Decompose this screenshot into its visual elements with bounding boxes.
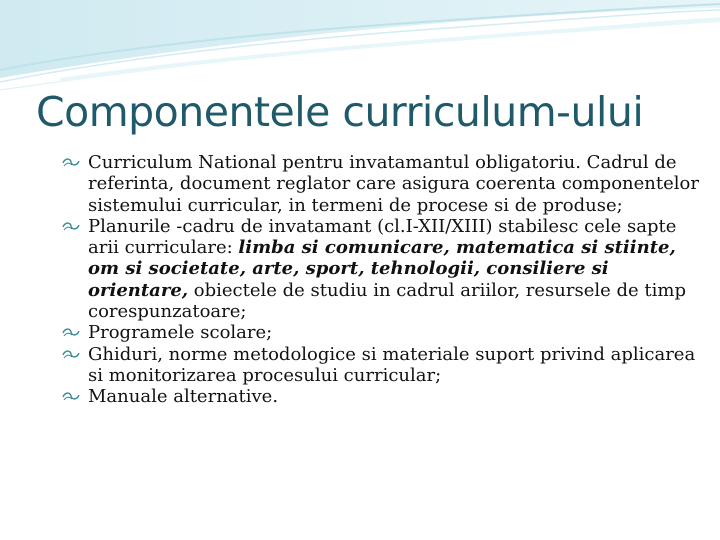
bullet-item (62, 152, 708, 216)
bullet-item (62, 216, 708, 322)
slide-title: Componentele curriculum-ului (36, 88, 644, 136)
bullet-text-after: obiectele de studiu in cadrul ariilor, resursele de timp corespunzatoare; (88, 279, 686, 323)
bullet-item (62, 386, 708, 407)
bullet-text-before: Planurile -cadru de invatamant (cl.I-XII/XIII) stabilesc cele sapte arii curriculare: (88, 215, 677, 259)
bullet-text: Ghiduri, norme metodologice si materiale suport privind aplicarea si monitorizarea procesului curricular; (88, 343, 696, 386)
bullet-text: Manuale alternative. (88, 386, 279, 408)
bullet-item (62, 344, 708, 387)
bullet-emphasis: limba si comunicare, matematica si stiinte, om si societate, arte, sport, tehnologii, consiliere si orientare, (88, 237, 676, 301)
bullet-text: Programele scolare; (88, 322, 273, 344)
swirl-bullet-icon (62, 327, 80, 338)
swirl-bullet-icon (62, 157, 80, 168)
bullet-list (62, 152, 708, 408)
swirl-bullet-icon (62, 391, 80, 402)
bullet-item (62, 322, 708, 343)
bullet-text: Curriculum National pentru invatamantul obligatoriu. Cadrul de referinta, document reglator care asigura coerenta componentelor sistemului curricular, in termeni de procese si de produse; (88, 152, 699, 216)
swirl-bullet-icon (62, 221, 80, 232)
swirl-bullet-icon (62, 349, 80, 360)
